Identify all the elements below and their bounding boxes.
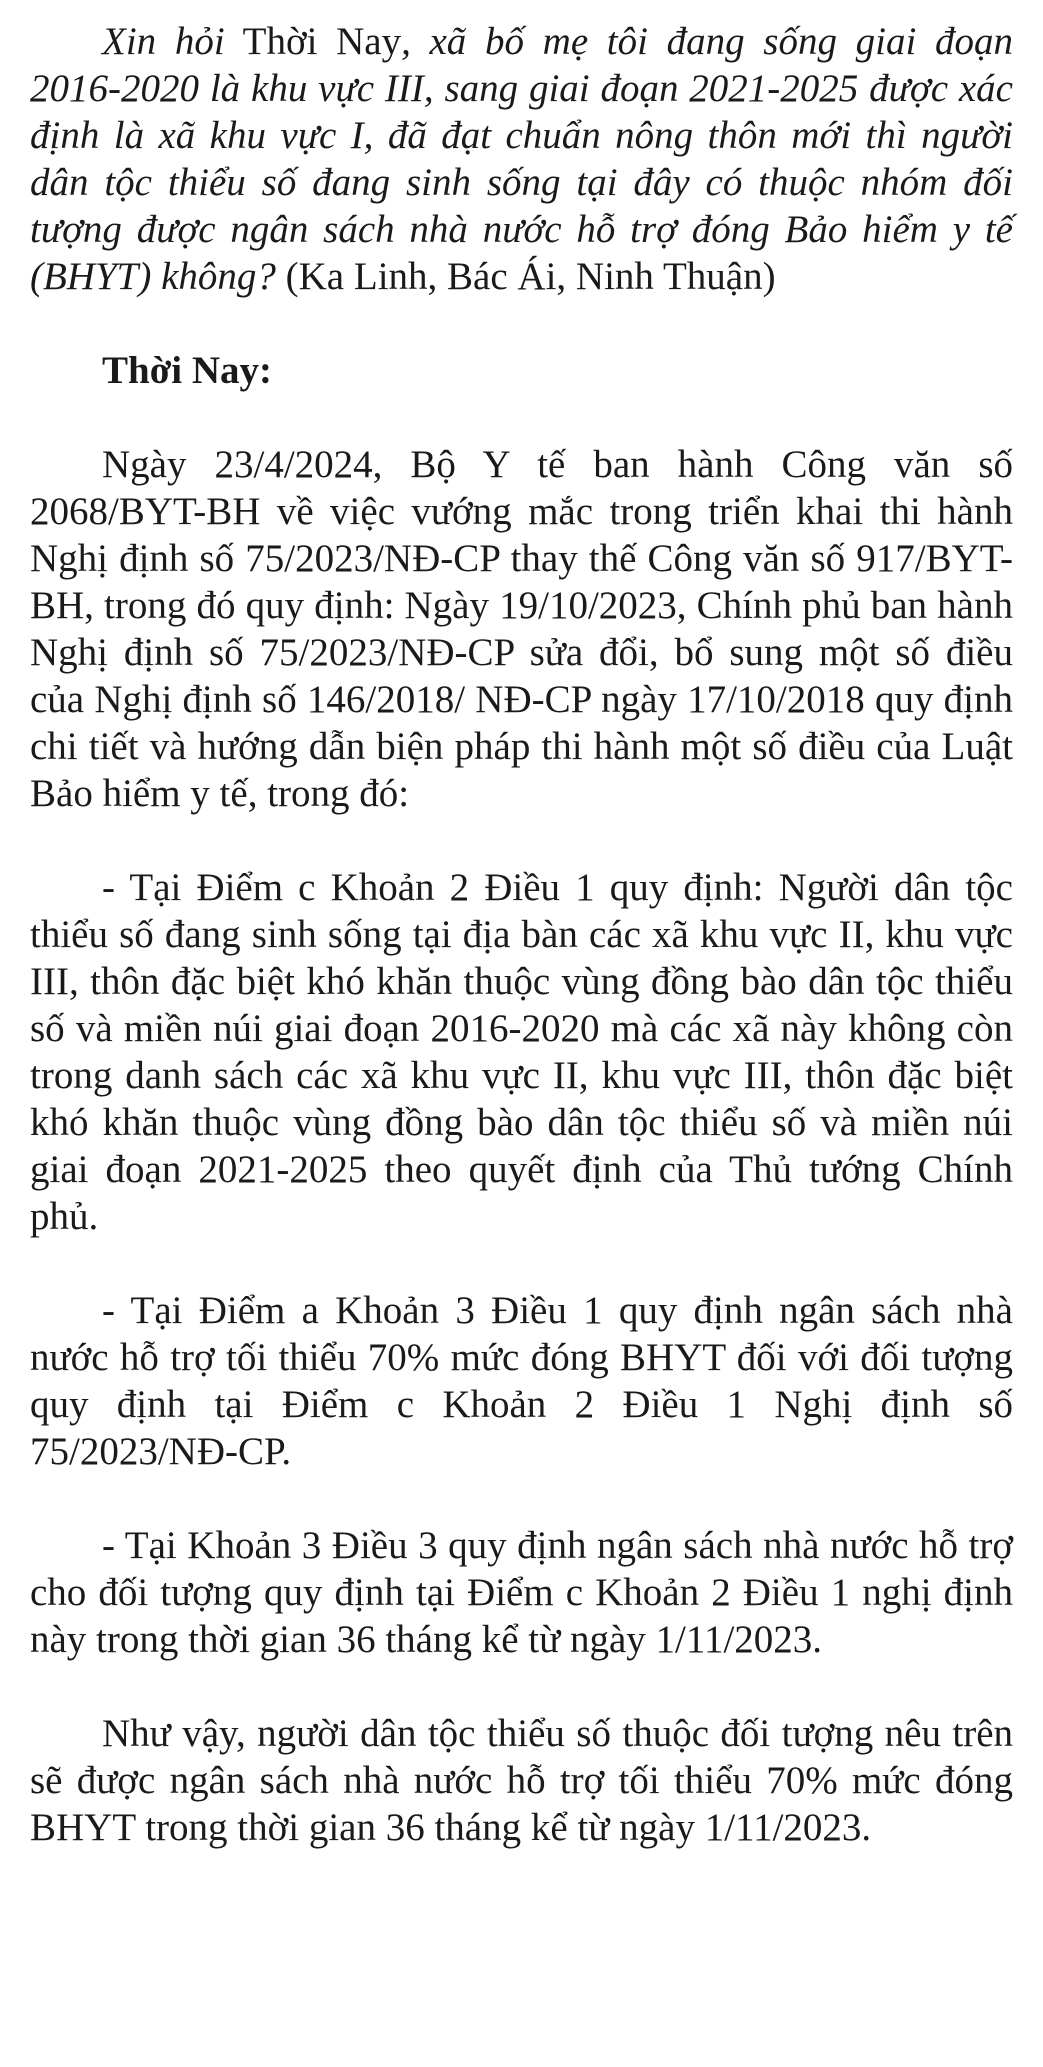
answer-paragraph-1: Ngày 23/4/2024, Bộ Y tế ban hành Công văn số 2068/BYT-BH về việc vướng mắc trong triển khai thi hành Nghị định số 75/2023/NĐ-CP thay thế Công văn số 917/BYT-BH, trong đó quy định: Ngày 19/10/2023, Chính phủ ban hành Nghị định số 75/2023/NĐ-CP sửa đổi, bổ sung một số điều của Nghị định số 146/2018/ NĐ-CP ngày 17/10/2018 quy định chi tiết và hướng dẫn biện pháp thi hành một số điều của Luật Bảo hiểm y tế, trong đó: [30, 443, 1013, 815]
answer-paragraph-3: - Tại Điểm a Khoản 3 Điều 1 quy định ngân sách nhà nước hỗ trợ tối thiểu 70% mức đóng BHYT đối với đối tượng quy định tại Điểm c Khoản 2 Điều 1 Nghị định số 75/2023/NĐ-CP. [30, 1289, 1013, 1473]
publication-name: Thời Nay [224, 20, 402, 63]
answer-heading: Thời Nay: [102, 349, 273, 392]
question-intro: Xin hỏi [102, 20, 225, 63]
reader-question [30, 18, 1013, 300]
answer-conclusion: Như vậy, người dân tộc thiểu số thuộc đối tượng nêu trên sẽ được ngân sách nhà nước hỗ trợ tối thiểu 70% mức đóng BHYT trong thời gian 36 tháng kể từ ngày 1/11/2023. [30, 1712, 1013, 1849]
answer-paragraph-4: - Tại Khoản 3 Điều 3 quy định ngân sách nhà nước hỗ trợ cho đối tượng quy định tại Điểm c Khoản 2 Điều 1 nghị định này trong thời gian 36 tháng kể từ ngày 1/11/2023. [30, 1524, 1013, 1661]
answer-paragraph-2: - Tại Điểm c Khoản 2 Điều 1 quy định: Người dân tộc thiểu số đang sinh sống tại địa bàn các xã khu vực II, khu vực III, thôn đặc biệt khó khăn thuộc vùng đồng bào dân tộc thiểu số và miền núi giai đoạn 2016-2020 mà các xã này không còn trong danh sách các xã khu vực II, khu vực III, thôn đặc biệt khó khăn thuộc vùng đồng bào dân tộc thiểu số và miền núi giai đoạn 2021-2025 theo quyết định của Thủ tướng Chính phủ. [30, 866, 1013, 1238]
question-text: , xã bố mẹ tôi đang sống giai đoạn 2016-2020 là khu vực III, sang giai đoạn 2021-2025 được xác định là xã khu vực I, đã đạt chuẩn nông thôn mới thì người dân tộc thiểu số đang sinh sống tại đây có thuộc nhóm đối tượng được ngân sách nhà nước hỗ trợ đóng Bảo hiểm y tế (BHYT) không? [30, 20, 1013, 298]
question-attribution: (Ka Linh, Bác Ái, Ninh Thuận) [275, 255, 776, 298]
